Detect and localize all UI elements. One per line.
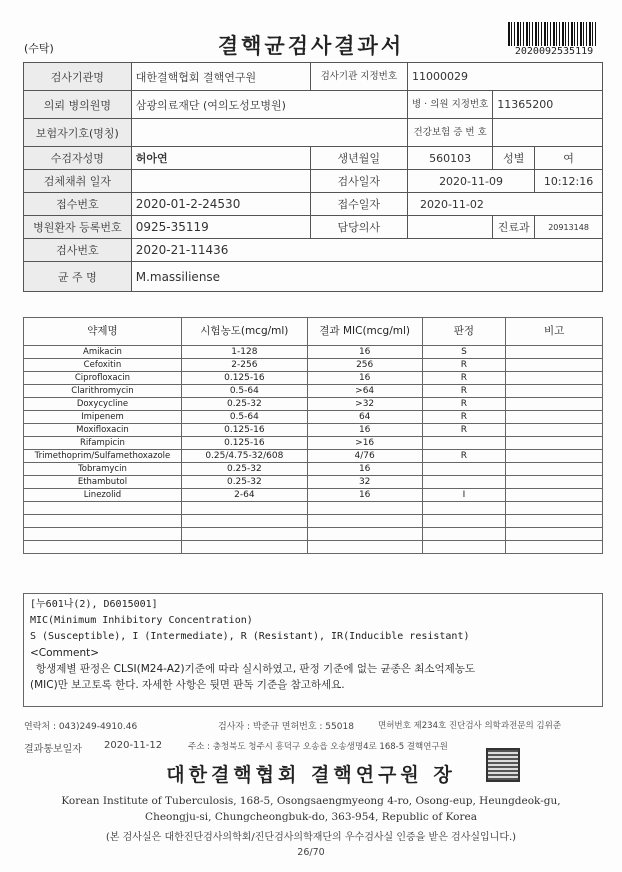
cell-mic-result: 16 xyxy=(307,346,422,359)
cell-interpretation: R xyxy=(422,372,506,385)
cell-test-concentration: 0.25-32 xyxy=(181,463,307,476)
cell-test-concentration: 0.125-16 xyxy=(181,437,307,450)
birth-value: 560103 xyxy=(407,147,492,170)
cell-mic-result xyxy=(307,528,422,541)
header-interpretation: 판정 xyxy=(422,318,506,346)
cell-remarks xyxy=(506,385,603,398)
cell-test-concentration: 0.5-64 xyxy=(181,385,307,398)
agency-value: 대한결핵협회 결핵연구원 xyxy=(131,63,310,91)
result-row xyxy=(24,528,603,541)
result-row xyxy=(24,437,603,450)
agency-code-value: 11000029 xyxy=(407,63,602,91)
cell-interpretation: R xyxy=(422,359,506,372)
cell-mic-result xyxy=(307,515,422,528)
results-header-row xyxy=(24,318,603,346)
cell-mic-result: >16 xyxy=(307,437,422,450)
insured-value xyxy=(131,119,407,147)
cell-remarks xyxy=(506,411,603,424)
cell-mic-result xyxy=(307,541,422,554)
cell-interpretation xyxy=(422,502,506,515)
cell-drug-name: Clarithromycin xyxy=(24,385,182,398)
page-number: 26/70 xyxy=(297,847,325,858)
doctor-value xyxy=(407,216,492,239)
result-row xyxy=(24,411,603,424)
cell-drug-name: Linezolid xyxy=(24,489,182,502)
cell-test-concentration: 0.125-16 xyxy=(181,424,307,437)
receipt-date-label: 접수일자 xyxy=(310,193,407,216)
header-remarks: 비고 xyxy=(506,318,603,346)
cell-drug-name: Amikacin xyxy=(24,346,182,359)
comment-box xyxy=(23,593,603,707)
cell-drug-name: Ciprofloxacin xyxy=(24,372,182,385)
collection-date-label: 검체채취 일자 xyxy=(24,170,132,193)
cell-mic-result: >32 xyxy=(307,398,422,411)
cell-interpretation: I xyxy=(422,489,506,502)
cell-interpretation xyxy=(422,476,506,489)
receipt-no-label: 접수번호 xyxy=(24,193,132,216)
result-row xyxy=(24,476,603,489)
cell-interpretation xyxy=(422,515,506,528)
cell-remarks xyxy=(506,424,603,437)
cell-drug-name xyxy=(24,515,182,528)
cell-test-concentration: 2-256 xyxy=(181,359,307,372)
cell-remarks xyxy=(506,372,603,385)
cell-test-concentration xyxy=(181,502,307,515)
sex-label: 성별 xyxy=(493,147,535,170)
result-row xyxy=(24,541,603,554)
insured-label: 보험자기호(명칭) xyxy=(24,119,132,147)
cell-test-concentration xyxy=(181,515,307,528)
cell-test-concentration: 0.25-32 xyxy=(181,476,307,489)
hospital-label: 의뢰 병의원명 xyxy=(24,91,132,119)
cell-mic-result: 64 xyxy=(307,411,422,424)
comment-text-1: 항생제별 판정은 CLSI(M24-A2)기준에 따라 실시하였고, 판정 기준에 없는 균종은 최소억제농도 xyxy=(36,663,476,675)
cell-test-concentration: 0.25/4.75-32/608 xyxy=(181,450,307,463)
cell-drug-name: Cefoxitin xyxy=(24,359,182,372)
doctor-label: 담당의사 xyxy=(310,216,407,239)
cell-remarks xyxy=(506,489,603,502)
strain-label: 균 주 명 xyxy=(24,262,132,292)
cell-mic-result: 4/76 xyxy=(307,450,422,463)
test-date-label: 검사일자 xyxy=(310,170,407,193)
cell-interpretation xyxy=(422,528,506,541)
sex-value: 여 xyxy=(535,147,603,170)
agency-code-label: 검사기관 지정번호 xyxy=(310,63,407,91)
address-en-line2: Cheongju-si, Chungcheongbuk-do, 363-954, Republic of Korea xyxy=(145,811,477,823)
cell-drug-name: Tobramycin xyxy=(24,463,182,476)
cell-interpretation: R xyxy=(422,450,506,463)
notice-date-label: 결과통보일자 xyxy=(24,744,82,755)
cell-drug-name: Trimethoprim/Sulfamethoxazole xyxy=(24,450,182,463)
cell-mic-result: 16 xyxy=(307,424,422,437)
cell-test-concentration: 0.125-16 xyxy=(181,372,307,385)
health-insurance-value xyxy=(493,119,603,147)
barcode-image xyxy=(508,22,598,46)
cell-remarks xyxy=(506,437,603,450)
cell-drug-name: Ethambutol xyxy=(24,476,182,489)
dept-label: 진료과 xyxy=(493,216,535,239)
cell-drug-name: Imipenem xyxy=(24,411,182,424)
comment-text-2: (MIC)만 보고토록 한다. 자세한 사항은 뒷면 판독 기준을 참고하세요. xyxy=(30,679,345,691)
cell-test-concentration: 1-128 xyxy=(181,346,307,359)
exam-no-value: 2020-21-11436 xyxy=(131,239,602,262)
cell-test-concentration xyxy=(181,541,307,554)
result-row xyxy=(24,398,603,411)
test-time-value: 10:12:16 xyxy=(535,170,603,193)
strain-value: M.massiliense xyxy=(131,262,602,292)
patient-reg-value: 0925-35119 xyxy=(131,216,310,239)
footer-examiner: 검사자 : 박준규 면허번호 : 55018 xyxy=(218,722,354,732)
footer-contact: 연락처 : 043)249-4910.46 xyxy=(24,722,138,732)
cell-drug-name xyxy=(24,541,182,554)
cell-interpretation: R xyxy=(422,424,506,437)
notice-date-value: 2020-11-12 xyxy=(104,740,163,751)
receipt-date-value: 2020-11-02 xyxy=(407,193,602,216)
cell-drug-name: Rifampicin xyxy=(24,437,182,450)
cell-remarks xyxy=(506,476,603,489)
result-row xyxy=(24,489,603,502)
cell-test-concentration: 0.25-32 xyxy=(181,398,307,411)
cell-interpretation xyxy=(422,463,506,476)
cell-remarks xyxy=(506,528,603,541)
cell-interpretation xyxy=(422,541,506,554)
patient-name-value: 허아연 xyxy=(131,147,310,170)
cell-drug-name xyxy=(24,502,182,515)
header-test-concentration: 시험농도(mcg/ml) xyxy=(181,318,307,346)
cell-test-concentration xyxy=(181,528,307,541)
patient-reg-label: 병원환자 등록번호 xyxy=(24,216,132,239)
barcode-number: 2020092535119 xyxy=(514,46,594,57)
result-row xyxy=(24,463,603,476)
result-row xyxy=(24,372,603,385)
cell-test-concentration: 0.5-64 xyxy=(181,411,307,424)
cell-remarks xyxy=(506,346,603,359)
hospital-code-value: 11365200 xyxy=(493,91,603,119)
footer-physician: 면허번호 제234호 진단검사 의학과전문의 김위준 xyxy=(378,721,562,731)
document-title: 결핵균검사결과서 xyxy=(217,34,405,58)
exam-no-label: 검사번호 xyxy=(24,239,132,262)
comment-code: [누601나(2), D6015001] xyxy=(30,599,158,610)
patient-info-table xyxy=(23,62,603,292)
cell-remarks xyxy=(506,398,603,411)
cell-mic-result xyxy=(307,502,422,515)
result-row xyxy=(24,502,603,515)
cell-mic-result: 16 xyxy=(307,372,422,385)
cell-remarks xyxy=(506,541,603,554)
cell-remarks xyxy=(506,502,603,515)
organization-title: 대한결핵협회 결핵연구원 장 xyxy=(166,764,456,786)
certification-note: (본 검사실은 대한진단검사의학회/진단검사의학재단의 우수검사실 인증을 받은 검사실입니다.) xyxy=(105,832,517,843)
cell-remarks xyxy=(506,450,603,463)
hospital-code-label: 병 · 의원 지정번호 xyxy=(407,91,492,119)
birth-label: 생년월일 xyxy=(310,147,407,170)
cell-interpretation xyxy=(422,437,506,450)
comment-mic-definition: MIC(Minimum Inhibitory Concentration) xyxy=(30,615,253,626)
dept-value: 20913148 xyxy=(535,216,603,239)
cell-drug-name: Doxycycline xyxy=(24,398,182,411)
cell-mic-result: 16 xyxy=(307,463,422,476)
cell-mic-result: 16 xyxy=(307,489,422,502)
address-en-line1: Korean Institute of Tuberculosis, 168-5, Osongsaengmyeong 4-ro, Osong-eup, Heungdeok-gu, xyxy=(61,795,561,807)
health-insurance-label: 건강보험 증 번 호 xyxy=(407,119,492,147)
result-row xyxy=(24,385,603,398)
official-seal-icon xyxy=(486,748,520,782)
result-row xyxy=(24,346,603,359)
patient-name-label: 수검자성명 xyxy=(24,147,132,170)
cell-drug-name: Moxifloxacin xyxy=(24,424,182,437)
header-mic-result: 결과 MIC(mcg/ml) xyxy=(307,318,422,346)
cell-interpretation: R xyxy=(422,398,506,411)
cell-interpretation: S xyxy=(422,346,506,359)
cell-drug-name xyxy=(24,528,182,541)
cell-mic-result: >64 xyxy=(307,385,422,398)
cell-interpretation: R xyxy=(422,411,506,424)
collection-date-value xyxy=(131,170,310,193)
header-drug: 약제명 xyxy=(24,318,182,346)
hospital-value: 삼광의료재단 (여의도성모병원) xyxy=(131,91,407,119)
susceptibility-results-table xyxy=(23,317,603,554)
comment-legend: S (Susceptible), I (Intermediate), R (Resistant), IR(Inducible resistant) xyxy=(30,631,470,642)
cell-interpretation: R xyxy=(422,385,506,398)
result-row xyxy=(24,424,603,437)
result-row xyxy=(24,450,603,463)
receipt-no-value: 2020-01-2-24530 xyxy=(131,193,310,216)
cell-mic-result: 32 xyxy=(307,476,422,489)
form-type-label: (수탁) xyxy=(24,42,54,55)
result-row xyxy=(24,359,603,372)
result-row xyxy=(24,515,603,528)
cell-test-concentration: 2-64 xyxy=(181,489,307,502)
comment-heading: <Comment> xyxy=(30,647,100,659)
cell-mic-result: 256 xyxy=(307,359,422,372)
agency-label: 검사기관명 xyxy=(24,63,132,91)
cell-remarks xyxy=(506,359,603,372)
cell-remarks xyxy=(506,463,603,476)
footer-address-ko: 주소 : 충청북도 청주시 흥덕구 오송읍 오송생명4로 168-5 결핵연구원 xyxy=(188,742,448,752)
test-date-value: 2020-11-09 xyxy=(407,170,534,193)
cell-remarks xyxy=(506,515,603,528)
